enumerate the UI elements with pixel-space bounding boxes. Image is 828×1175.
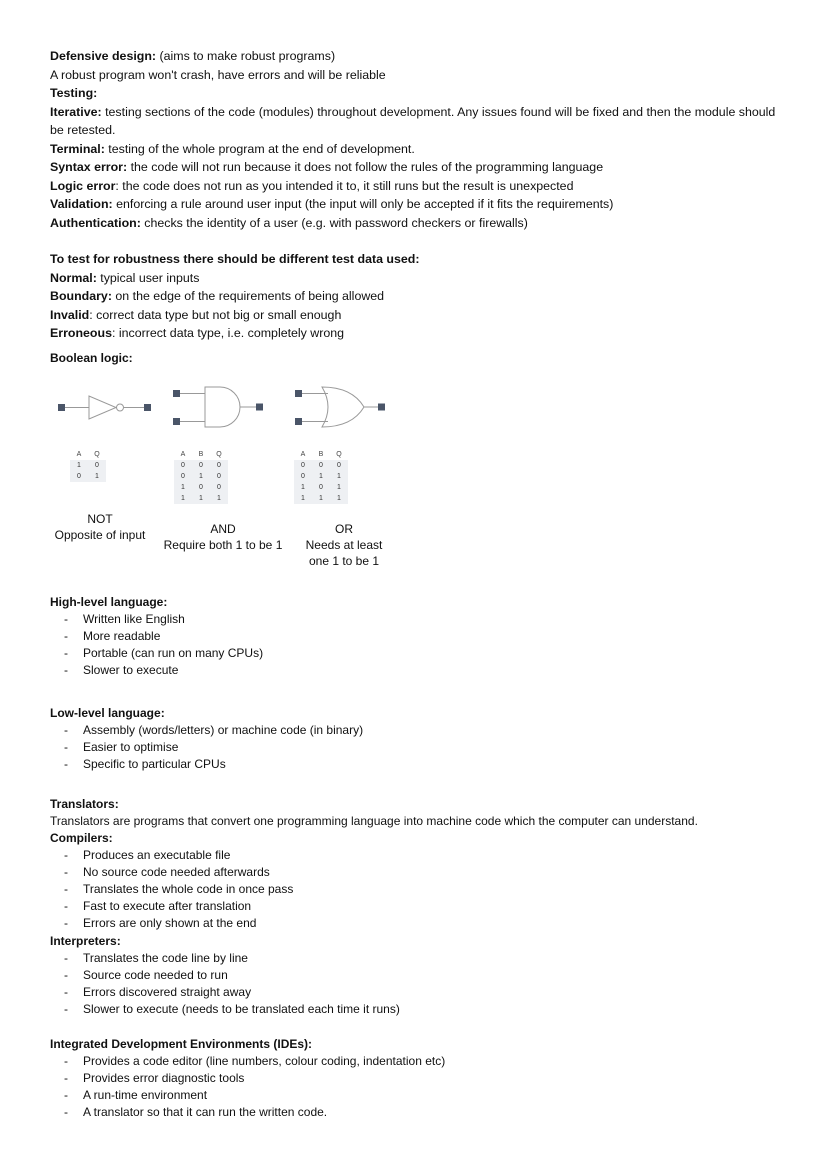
list-item: - Source code needed to run	[64, 967, 790, 984]
boundary-text: on the edge of the requirements of being allowed	[111, 289, 385, 303]
and-caption-title: AND	[210, 522, 236, 536]
not-gate-icon	[56, 393, 156, 423]
not-truth-table	[70, 449, 106, 482]
and-caption	[158, 521, 288, 553]
list-item: - Translates the code line by line	[64, 950, 790, 967]
compilers-heading: Compilers:	[50, 831, 113, 845]
invalid-label: Invalid	[50, 307, 90, 322]
list-item: - More readable	[64, 628, 790, 645]
not-header-a: A	[76, 451, 82, 458]
iterative-label: Iterative:	[50, 104, 102, 119]
cell: 0	[199, 462, 203, 469]
validation-line	[50, 195, 790, 214]
high-level-heading: High-level language:	[50, 595, 168, 609]
not-caption-desc: Opposite of input	[54, 528, 146, 542]
list-item: - No source code needed afterwards	[64, 864, 790, 881]
cell: 0	[217, 462, 221, 469]
cell: 0	[77, 473, 81, 480]
or-header-b: B	[318, 451, 324, 458]
cell: 1	[319, 495, 323, 502]
not-caption-title: NOT	[87, 512, 113, 526]
invalid-line	[50, 306, 790, 325]
cell: 0	[319, 462, 323, 469]
or-header-q: Q	[336, 451, 342, 458]
cell: 1	[337, 495, 341, 502]
terminal-label: Terminal:	[50, 141, 105, 156]
and-truth-table	[174, 449, 228, 504]
low-level-heading: Low-level language:	[50, 706, 165, 720]
authentication-line	[50, 214, 790, 233]
test-data-title: To test for robustness there should be different test data used:	[50, 252, 420, 266]
normal-line	[50, 269, 790, 288]
cell: 0	[337, 462, 341, 469]
erroneous-label: Erroneous	[50, 326, 112, 340]
list-item: - Specific to particular CPUs	[64, 756, 790, 773]
terminal-line	[50, 140, 790, 159]
table-row	[294, 482, 348, 493]
cell: 1	[337, 484, 341, 491]
list-item: - Provides a code editor (line numbers, colour coding, indentation etc)	[64, 1053, 790, 1070]
cell: 1	[217, 495, 221, 502]
interpreters-heading: Interpreters:	[50, 934, 121, 948]
cell: 1	[319, 473, 323, 480]
or-caption-desc-2: one 1 to be 1	[308, 554, 380, 568]
terminal-text: testing of the whole program at the end of development.	[104, 141, 415, 156]
syntax-error-line	[50, 158, 790, 177]
list-item: - Assembly (words/letters) or machine code (in binary)	[64, 722, 790, 739]
list-item: - Fast to execute after translation	[64, 898, 790, 915]
cell: 0	[181, 473, 185, 480]
validation-label: Validation:	[50, 197, 113, 211]
defensive-design-line	[50, 47, 790, 66]
testing-heading	[50, 84, 790, 103]
compilers-list	[50, 847, 790, 932]
table-row	[174, 482, 228, 493]
cell: 0	[199, 484, 203, 491]
boundary-line	[50, 287, 790, 306]
list-item: - Written like English	[64, 611, 790, 628]
cell: 0	[95, 462, 99, 469]
table-row	[294, 493, 348, 504]
table-row	[174, 460, 228, 471]
normal-text: typical user inputs	[96, 270, 200, 285]
syntax-text: the code will not run because it does not follow the rules of the programming language	[127, 160, 604, 174]
logic-error-line	[50, 177, 790, 196]
cell: 1	[337, 473, 341, 480]
translators-heading: Translators:	[50, 797, 119, 811]
table-row	[174, 471, 228, 482]
validation-text: enforcing a rule around user input (the input will only be accepted if it fits the requirements)	[112, 197, 614, 211]
not-header-q: Q	[94, 451, 100, 458]
low-level-list	[50, 722, 790, 773]
translators-text: Translators are programs that convert one programming language into machine code which the computer can understand.	[50, 814, 698, 828]
defensive-design-subtitle: (aims to make robust programs)	[156, 49, 336, 63]
table-row	[70, 471, 106, 482]
cell: 0	[217, 484, 221, 491]
document-page	[50, 47, 790, 1121]
test-data-heading	[50, 250, 790, 269]
ide-heading: Integrated Development Environments (IDEs):	[50, 1037, 313, 1051]
list-item: - Provides error diagnostic tools	[64, 1070, 790, 1087]
cell: 0	[301, 462, 305, 469]
list-item: - A run-time environment	[64, 1087, 790, 1104]
normal-label: Normal:	[50, 270, 97, 285]
cell: 1	[301, 484, 305, 491]
testing-label: Testing:	[50, 86, 98, 100]
cell: 0	[181, 462, 185, 469]
auth-label: Authentication:	[50, 215, 141, 230]
or-caption	[290, 521, 398, 569]
invalid-text: : correct data type but not big or small enough	[89, 307, 342, 322]
high-level-list	[50, 611, 790, 679]
iterative-line	[50, 103, 790, 140]
list-item: - Produces an executable file	[64, 847, 790, 864]
table-row	[70, 460, 106, 471]
cell: 1	[95, 473, 99, 480]
and-header-a: A	[180, 451, 186, 458]
and-header-q: Q	[216, 451, 222, 458]
or-truth-table	[294, 449, 348, 504]
ide-list	[50, 1053, 790, 1121]
cell: 0	[217, 473, 221, 480]
erroneous-text: : incorrect data type, i.e. completely wrong	[111, 326, 345, 340]
logic-gates-section	[50, 387, 790, 577]
list-item: - A translator so that it can run the written code.	[64, 1104, 790, 1121]
list-item: - Slower to execute (needs to be translated each time it runs)	[64, 1001, 790, 1018]
list-item: - Easier to optimise	[64, 739, 790, 756]
table-row	[174, 493, 228, 504]
erroneous-line	[50, 324, 790, 343]
cell: 1	[301, 495, 305, 502]
table-row	[294, 471, 348, 482]
cell: 0	[319, 484, 323, 491]
list-item: - Portable (can run on many CPUs)	[64, 645, 790, 662]
defensive-design-heading: Defensive design:	[50, 49, 157, 63]
not-caption	[50, 511, 150, 543]
or-header-a: A	[300, 451, 306, 458]
boolean-logic-title: Boolean logic:	[50, 350, 133, 365]
logic-label: Logic error	[50, 178, 116, 193]
boolean-logic-heading	[50, 349, 790, 368]
list-item: - Slower to execute	[64, 662, 790, 679]
list-item: - Errors discovered straight away	[64, 984, 790, 1001]
or-caption-title: OR	[335, 522, 353, 536]
cell: 1	[181, 495, 185, 502]
syntax-label: Syntax error:	[50, 160, 128, 174]
logic-text: : the code does not run as you intended it to, it still runs but the result is unexpected	[115, 178, 574, 193]
and-header-b: B	[198, 451, 204, 458]
and-caption-desc: Require both 1 to be 1	[163, 538, 283, 552]
cell: 1	[181, 484, 185, 491]
or-caption-desc: Needs at least	[305, 538, 383, 552]
cell: 0	[301, 473, 305, 480]
list-item: - Errors are only shown at the end	[64, 915, 790, 932]
or-gate-icon	[290, 385, 390, 431]
and-gate-icon	[170, 385, 270, 431]
table-row	[294, 460, 348, 471]
iterative-text: testing sections of the code (modules) throughout development. Any issues found will be fixed and then the module should be retested.	[50, 104, 776, 137]
cell: 1	[77, 462, 81, 469]
interpreters-list	[50, 950, 790, 1018]
cell: 1	[199, 495, 203, 502]
auth-text: checks the identity of a user (e.g. with password checkers or firewalls)	[140, 215, 528, 230]
boundary-label: Boundary:	[50, 289, 112, 303]
list-item: - Translates the whole code in once pass	[64, 881, 790, 898]
cell: 1	[199, 473, 203, 480]
robust-line: A robust program won't crash, have errors and will be reliable	[50, 67, 386, 82]
